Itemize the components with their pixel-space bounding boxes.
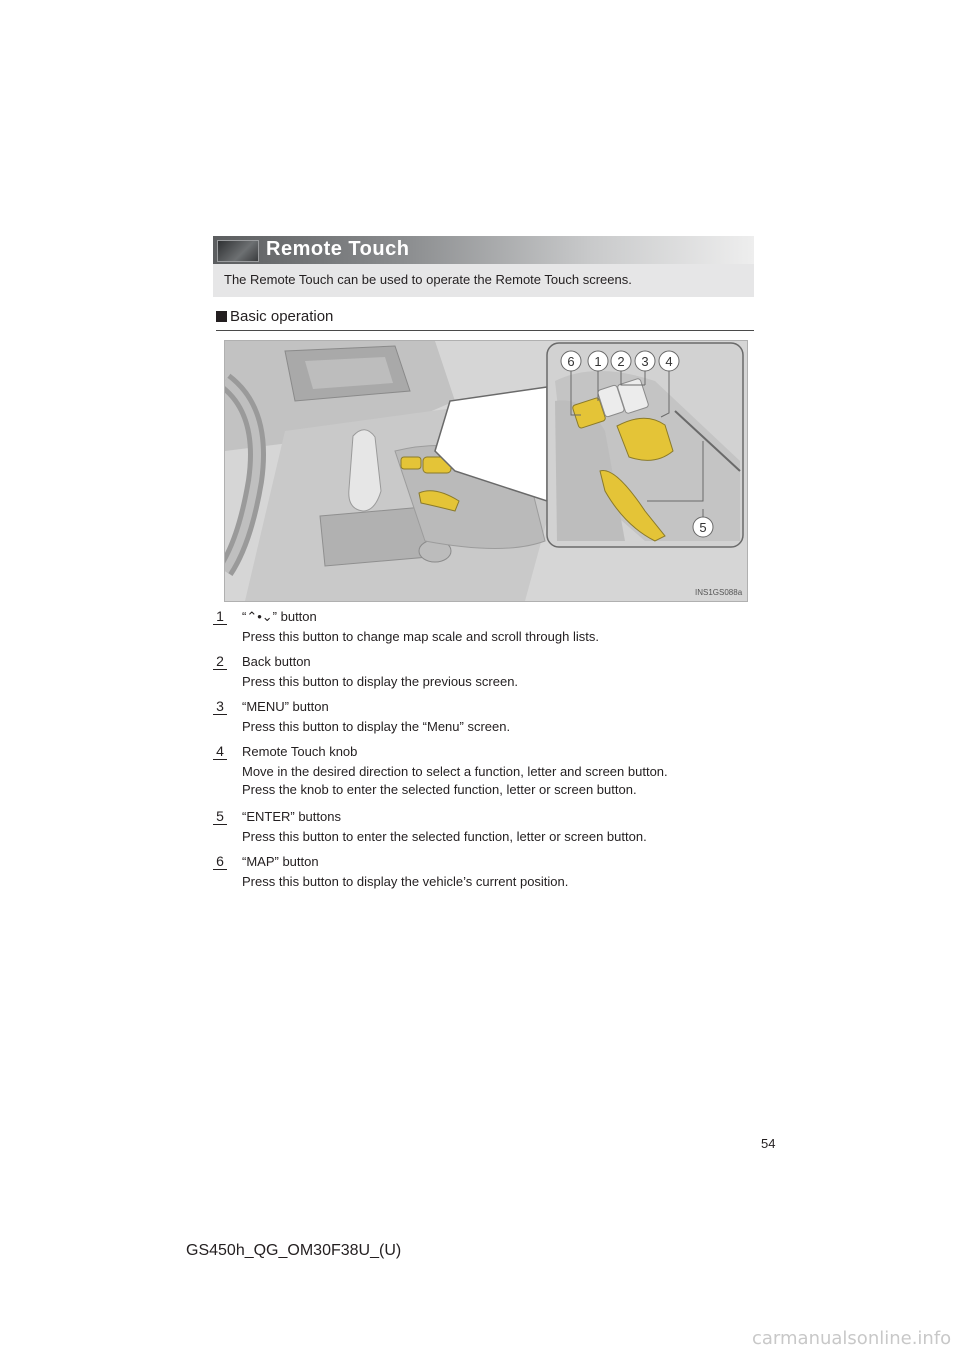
- item-description-line: Press the knob to enter the selected function, letter or screen button.: [242, 782, 637, 797]
- section-header-bar: [213, 236, 754, 264]
- item-number: 1: [213, 608, 227, 625]
- item-title: Back button: [242, 654, 311, 669]
- page-number: 54: [761, 1136, 776, 1151]
- item-title: “MENU” button: [242, 699, 329, 714]
- callout-label: 4: [665, 354, 673, 369]
- square-bullet-icon: [216, 311, 227, 322]
- item-title: “⌃•⌄” button: [242, 609, 317, 624]
- item-description: Press this button to display the previous screen.: [242, 674, 519, 689]
- section-title: Remote Touch: [266, 238, 410, 260]
- item-number: 3: [213, 698, 227, 715]
- intro-text: The Remote Touch can be used to operate the Remote Touch screens.: [224, 272, 632, 287]
- list-item: [213, 606, 773, 651]
- item-description: Press this button to display the “Menu” screen.: [242, 719, 511, 734]
- subsection-title: Basic operation: [230, 308, 334, 325]
- list-item: [213, 651, 773, 696]
- callout-description-list: [213, 606, 773, 896]
- document-code: GS450h_QG_OM30F38U_(U): [186, 1242, 402, 1259]
- list-item: [213, 741, 773, 806]
- intro-box: [213, 264, 754, 297]
- item-number: 6: [213, 853, 227, 870]
- callout-label: 5: [699, 520, 707, 535]
- item-description: Press this button to change map scale and scroll through lists.: [242, 629, 599, 644]
- item-number: 2: [213, 653, 227, 670]
- console-illustration-svg: [225, 341, 747, 601]
- figure-code: INS1GS088a: [695, 588, 743, 597]
- list-item: [213, 851, 773, 896]
- item-title: “ENTER” buttons: [242, 809, 341, 824]
- callout-label: 6: [567, 354, 575, 369]
- item-description: Press this button to enter the selected function, letter or screen button.: [242, 829, 647, 844]
- callout-label: 1: [594, 354, 602, 369]
- subsection-heading: [216, 308, 754, 331]
- header-thumbnail-image: [217, 240, 259, 262]
- list-item: [213, 696, 773, 741]
- callout-label: 3: [641, 354, 649, 369]
- item-title: “MAP” button: [242, 854, 319, 869]
- callout-label: 2: [617, 354, 625, 369]
- item-number: 4: [213, 743, 227, 760]
- item-number: 5: [213, 808, 227, 825]
- site-watermark: carmanualsonline.info: [752, 1328, 952, 1349]
- item-title: Remote Touch knob: [242, 744, 358, 759]
- item-description: [242, 763, 762, 799]
- item-description-line: Move in the desired direction to select a function, letter and screen button.: [242, 764, 668, 779]
- remote-touch-illustration: [224, 340, 748, 602]
- item-description: Press this button to display the vehicle’s current position.: [242, 874, 569, 889]
- list-item: [213, 806, 773, 851]
